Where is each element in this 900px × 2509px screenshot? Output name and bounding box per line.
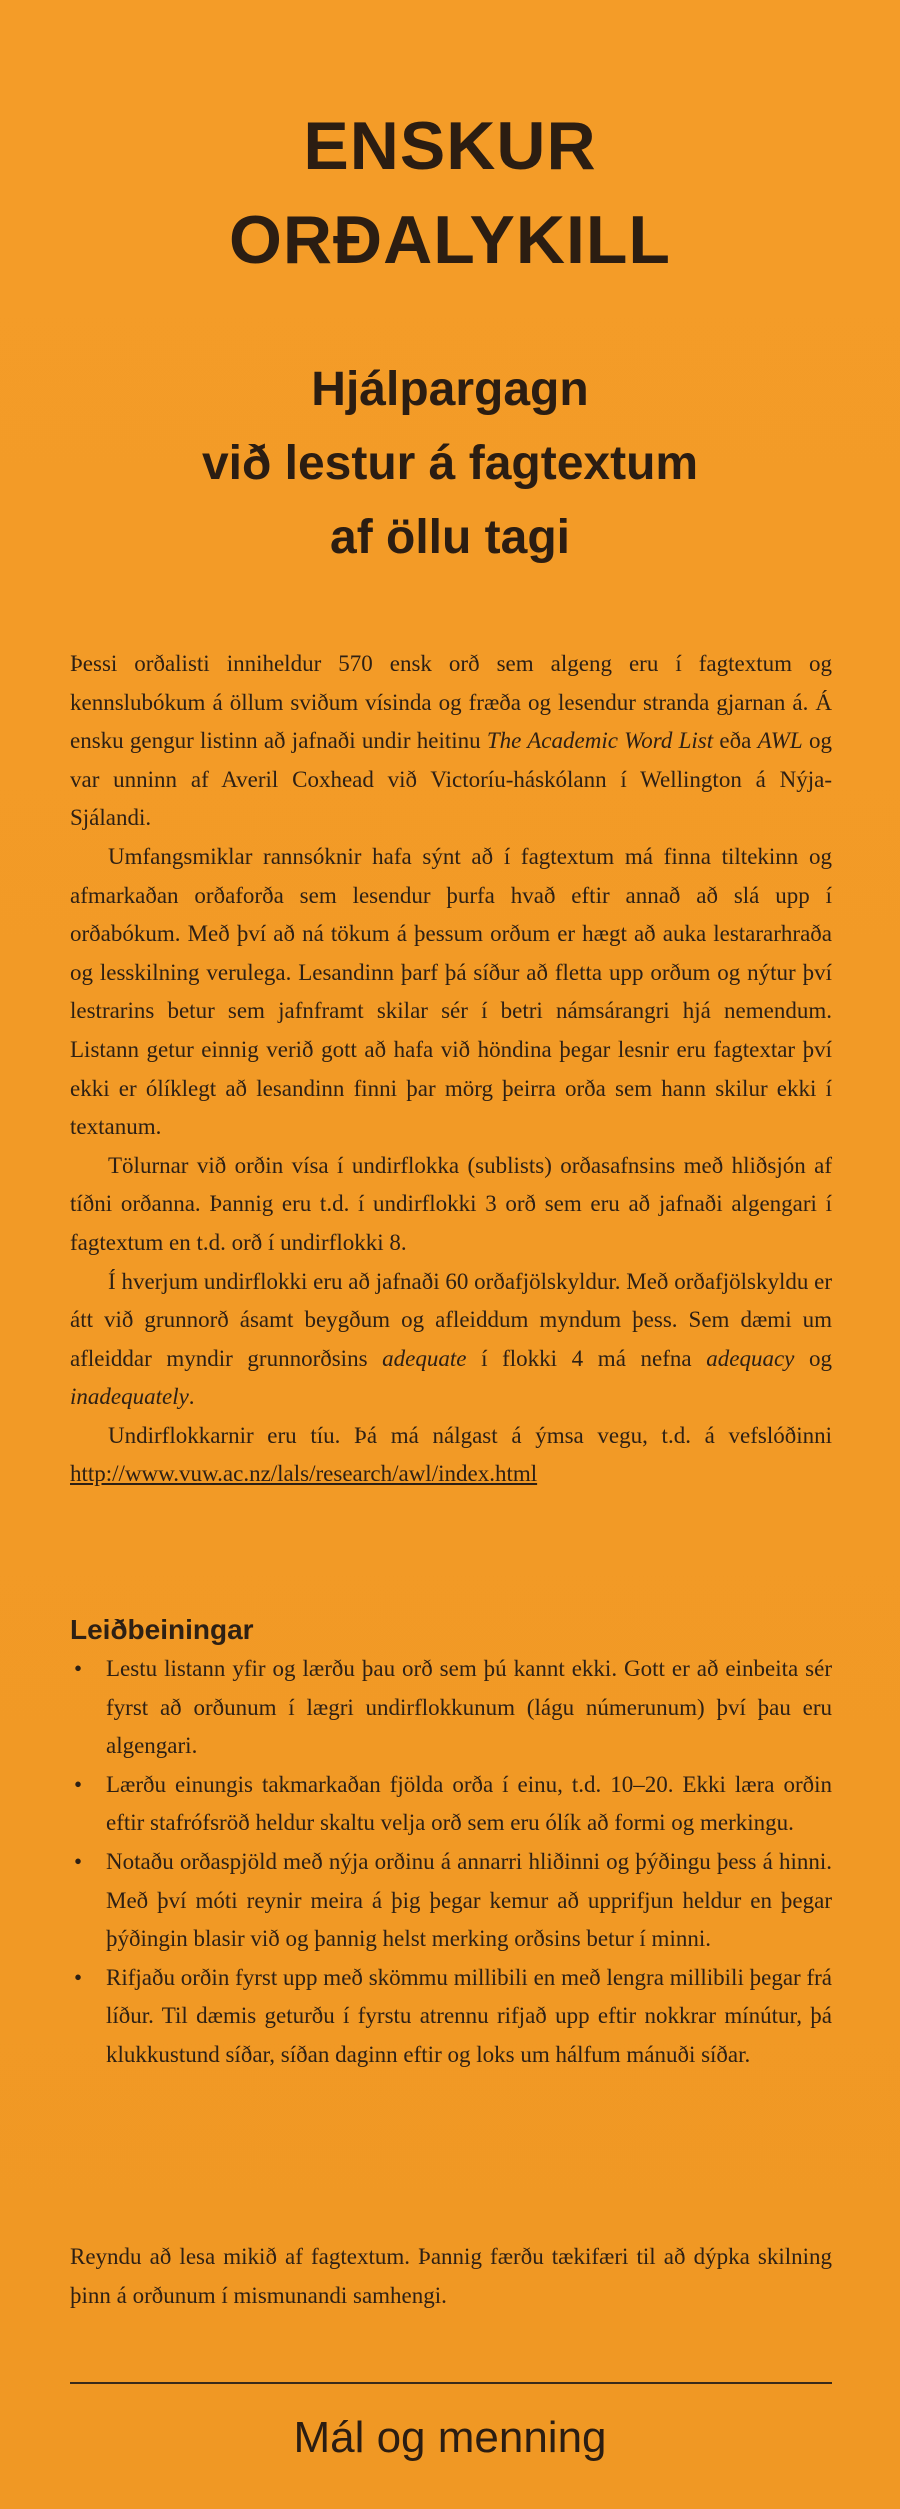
guideline-text-4: Rifjaðu orðin fyrst upp með skömmu millibili en með lengra millibili þegar frá líður. Til dæmis geturðu í fyrstu atrennu rifjað upp eftir nokkrar mínútur, þá klukkustund síðar, síðan daginn eftir og loks um hálfum mánuði síðar.: [106, 1964, 832, 2067]
intro-p1-title: The Academic Word List: [486, 728, 714, 754]
bullet-icon: •: [74, 1848, 83, 1874]
subtitle-line-3: af öllu tagi: [330, 511, 570, 564]
guideline-text-1: Lestu listann yfir og lærðu þau orð sem þú kannt ekki. Gott er að einbeita sér fyrst að orðunum í lægri undirflokkunum (lágu númerunum) því þau eru algengari.: [106, 1656, 832, 1759]
bullet-icon: •: [74, 1771, 83, 1797]
awl-website-link[interactable]: http://www.vuw.ac.nz/lals/research/awl/index.html: [70, 1461, 538, 1487]
intro-p4-word-adequate: adequate: [382, 1345, 467, 1371]
intro-paragraph-1: [70, 645, 832, 838]
title-line-2: ORÐALYKILL: [229, 202, 671, 278]
intro-paragraph-5: [70, 1417, 832, 1494]
divider-line: [70, 2382, 832, 2384]
title-line-1: ENSKUR: [303, 108, 597, 184]
guideline-item-4: [70, 1959, 832, 2075]
intro-text: [70, 645, 832, 1494]
intro-p4-text-b: í flokki 4 má nefna: [466, 1345, 707, 1371]
outro-paragraph: Reyndu að lesa mikið af fagtextum. Þannig færðu tækifæri til að dýpka skilning þinn á orðunum í mismunandi samhengi.: [70, 2244, 832, 2308]
intro-p1-acronym: AWL: [757, 728, 803, 754]
intro-paragraph-2: Umfangsmiklar rannsóknir hafa sýnt að í fagtextum má finna tiltekinn og afmarkaðan orðaforða sem lesendur þurfa hvað eftir annað að slá upp í orðabókum. Með því að ná tökum á þessum orðum er hægt að auka lestararhraða og lesskilning verulega. Lesandinn þarf þá síður að fletta upp orðum og nýtur því lestrarins betur sem jafnframt skilar sér í betri námsárangri hjá nemendum. Listann getur einnig verið gott að hafa við höndina þegar lesnir eru fagtextar því ekki er ólíklegt að lesandinn finni þar mörg þeirra orða sem hann skilur ekki í textanum.: [70, 843, 832, 1140]
intro-p5-text: Undirflokkarnir eru tíu. Þá má nálgast á ýmsa vegu, t.d. á vefslóðinni: [108, 1422, 832, 1448]
intro-p4-text-d: .: [188, 1384, 195, 1410]
guideline-text-3: Notaðu orðaspjöld með nýja orðinu á annarri hliðinni og þýðingu þess á hinni. Með því móti reynir meira á þig þegar kemur að upprifjun heldur en þegar þýðingin blasir við og þannig helst merking orðsins betur í minni.: [106, 1848, 832, 1952]
subtitle-line-1: Hjálpargagn: [311, 363, 589, 416]
intro-p1-text-a: Þessi orðalisti inniheldur 570 ensk orð sem algeng eru í fagtextum og kennslubókum á öllum sviðum vísinda og fræða og lesendur stranda gjarnan á. Á ensku gengur listinn að jafnaði undir heitinu: [70, 651, 832, 754]
intro-p4-text-a: Í hverjum undirflokki eru að jafnaði 60 orðafjölskyldur. Með orðafjölskyldu er átt við grunnorð ásamt beygðum og afleiddum myndum þess. Sem dæmi um afleiddar myndir grunnorðsins: [70, 1268, 832, 1371]
intro-p1-text-b: eða: [713, 728, 758, 754]
subtitle-line-2: við lestur á fagtextum: [201, 437, 699, 490]
intro-p1-text-c: og var unninn af Averil Coxhead við Victoríu-háskólann í Wellington á Nýja-Sjálandi.: [70, 728, 832, 831]
guideline-item-3: [70, 1843, 832, 1959]
guidelines-list: [70, 1650, 832, 2075]
intro-paragraph-4: [70, 1263, 832, 1417]
intro-paragraph-3: Tölurnar við orðin vísa í undirflokka (sublists) orðasafnsins með hliðsjón af tíðni orðanna. Þannig eru t.d. í undirflokki 3 orð sem eru að jafnaði algengari í fagtextum en t.d. orð í undirflokki 8.: [70, 1152, 832, 1255]
intro-p4-word-adequacy: adequacy: [706, 1345, 795, 1371]
intro-p4-word-inadequately: inadequately: [70, 1384, 189, 1410]
guidelines-heading: Leiðbeiningar: [70, 1614, 254, 1645]
bullet-icon: •: [74, 1964, 83, 1990]
bullet-icon: •: [74, 1656, 83, 1681]
guideline-item-1: [70, 1650, 832, 1766]
guideline-item-2: [70, 1766, 832, 1843]
guideline-text-2: Lærðu einungis takmarkaðan fjölda orða í einu, t.d. 10–20. Ekki læra orðin eftir stafrófsröð heldur skaltu velja orð sem eru ólík að formi og merkingu.: [106, 1771, 832, 1836]
intro-p4-text-c: og: [794, 1345, 832, 1371]
publisher-name: Mál og menning: [293, 2413, 607, 2462]
